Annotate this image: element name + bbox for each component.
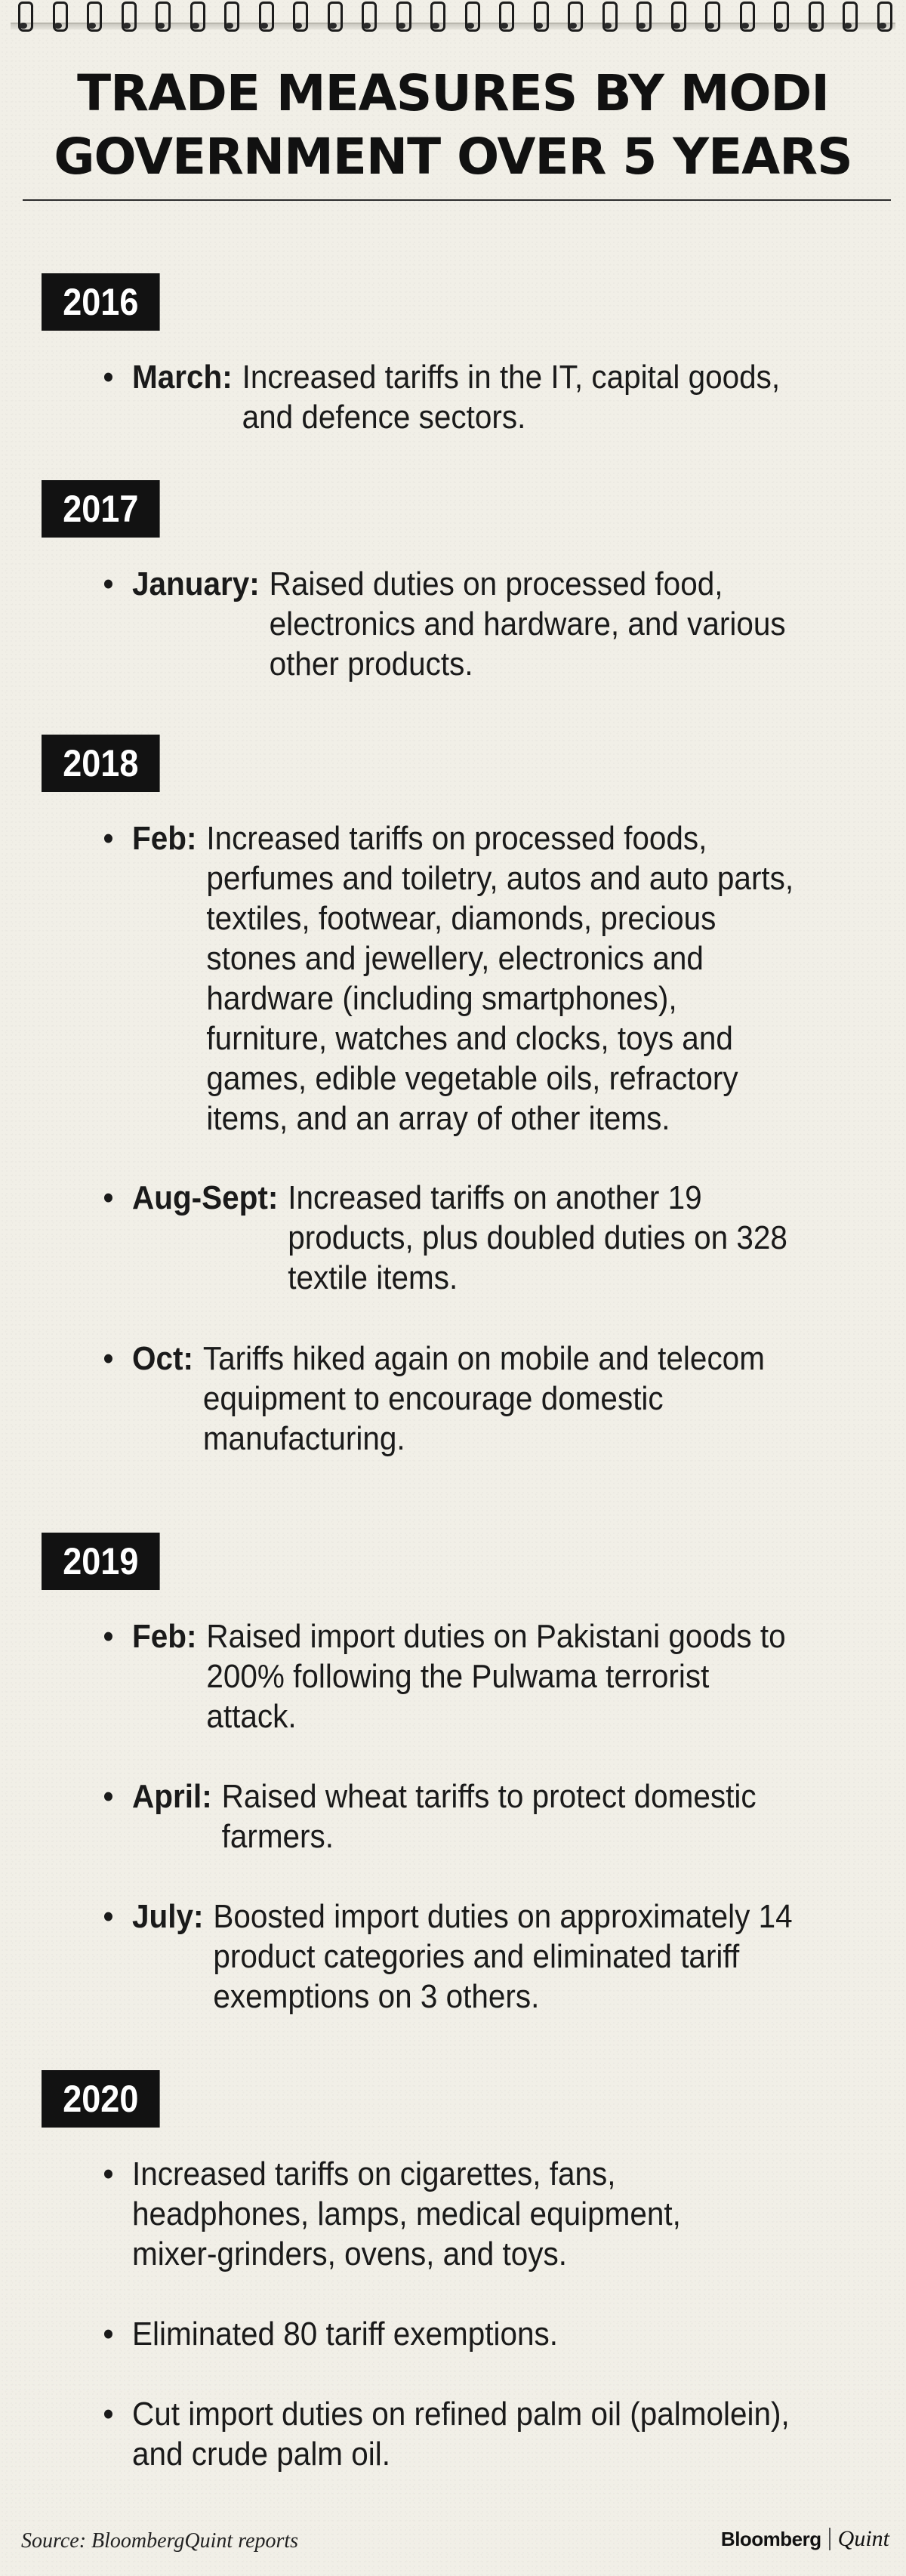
title-line-1: TRADE MEASURES BY MODI xyxy=(77,64,829,122)
binding-ring-icon xyxy=(256,0,273,33)
timeline-item xyxy=(103,1616,827,1736)
brand-logo xyxy=(721,2526,889,2552)
binding-ring-icon xyxy=(393,0,410,33)
item-text: Raised duties on processed food, electronics and hardware, and various other products. xyxy=(269,565,786,683)
bullet-icon: • xyxy=(103,1179,114,1216)
bullet-icon: • xyxy=(103,1898,114,1935)
item-text: Increased tariffs in the IT, capital goods, and defence sectors. xyxy=(242,359,781,436)
brand-bloomberg: Bloomberg xyxy=(720,2527,821,2550)
bullet-icon: • xyxy=(103,1340,114,1377)
bullet-icon: • xyxy=(103,565,114,602)
item-text: Eliminated 80 tariff exemptions. xyxy=(132,2316,559,2353)
bullet-icon: • xyxy=(103,820,114,857)
bullet-icon: • xyxy=(103,359,114,396)
binding-ring-icon xyxy=(496,0,513,33)
binding-ring-icon xyxy=(565,0,581,33)
item-text: Raised import duties on Pakistani goods to 200% following the Pulwama terrorist attack. xyxy=(206,1618,786,1735)
title-line-2: GOVERNMENT OVER 5 YEARS xyxy=(54,128,852,186)
binding-ring-icon xyxy=(668,0,685,33)
binding-ring-icon xyxy=(633,0,650,33)
spiral-binding xyxy=(0,0,906,35)
item-label: Aug-Sept: xyxy=(132,1179,279,1216)
item-text: Increased tariffs on cigarettes, fans, headphones, lamps, medical equipment, mixer-grinders, ovens, and toys. xyxy=(132,2155,681,2272)
bullet-icon: • xyxy=(103,2396,114,2433)
item-text: Cut import duties on refined palm oil (palmolein), and crude palm oil. xyxy=(132,2396,790,2473)
binding-ring-icon xyxy=(290,0,307,33)
item-text: Increased tariffs on processed foods, perfumes and toiletry, autos and auto parts, textiles, footwear, diamonds, precious stones and jewellery, electronics and hardware (including smartphones), furniture, watches and clocks, toys and games, edible vegetable oils, refractory items, and an array of other items. xyxy=(206,820,794,1137)
year-badge-2018: 2018 xyxy=(42,735,160,792)
bullet-icon: • xyxy=(103,2316,114,2353)
year-badge-2017: 2017 xyxy=(42,480,160,538)
binding-ring-icon xyxy=(119,0,135,33)
binding-ring-icon xyxy=(221,0,238,33)
brand-quint: Quint xyxy=(837,2526,889,2551)
binding-ring-icon xyxy=(599,0,616,33)
binding-ring-icon xyxy=(531,0,547,33)
timeline-item xyxy=(103,818,827,1139)
year-badge-2016: 2016 xyxy=(42,273,160,331)
binding-ring-icon xyxy=(806,0,822,33)
item-label: January: xyxy=(132,565,260,602)
binding-ring-icon xyxy=(359,0,375,33)
item-label: April: xyxy=(132,1778,212,1815)
binding-ring-icon xyxy=(427,0,444,33)
page-title xyxy=(23,62,883,189)
binding-ring-icon xyxy=(771,0,787,33)
bullet-icon: • xyxy=(103,1778,114,1815)
bullet-icon: • xyxy=(103,1618,114,1655)
item-text: Boosted import duties on approximately 14 product categories and eliminated tariff exemptions on 3 others. xyxy=(213,1898,793,2015)
binding-ring-icon xyxy=(187,0,204,33)
timeline-item xyxy=(103,1776,827,1857)
timeline-item xyxy=(103,1178,827,1298)
binding-ring-icon xyxy=(325,0,341,33)
timeline-item xyxy=(103,357,827,437)
timeline-item xyxy=(103,2154,827,2274)
item-text: Raised wheat tariffs to protect domestic farmers. xyxy=(221,1778,757,1855)
timeline-item xyxy=(103,2314,827,2354)
year-badge-2019: 2019 xyxy=(42,1533,160,1590)
title-divider xyxy=(23,199,891,201)
binding-ring-icon xyxy=(462,0,479,33)
year-badge-2020: 2020 xyxy=(42,2070,160,2128)
binding-ring-icon xyxy=(702,0,719,33)
brand-divider xyxy=(829,2528,830,2550)
item-label: March: xyxy=(132,359,233,396)
binding-ring-icon xyxy=(15,0,32,33)
item-label: Feb: xyxy=(132,820,197,857)
item-label: Oct: xyxy=(132,1340,193,1377)
item-label: Feb: xyxy=(132,1618,197,1655)
item-text: Increased tariffs on another 19 products, plus doubled duties on 328 textile items. xyxy=(288,1179,787,1296)
binding-ring-icon xyxy=(840,0,856,33)
timeline-item xyxy=(103,2394,827,2474)
binding-ring-icon xyxy=(153,0,169,33)
item-label: July: xyxy=(132,1898,204,1935)
binding-ring-icon xyxy=(84,0,100,33)
timeline-item xyxy=(103,1897,827,2017)
timeline-item xyxy=(103,564,827,684)
binding-rings xyxy=(15,0,891,35)
timeline-item xyxy=(103,1339,827,1459)
binding-ring-icon xyxy=(874,0,891,33)
binding-ring-icon xyxy=(50,0,66,33)
binding-ring-icon xyxy=(737,0,753,33)
source-note: Source: BloombergQuint reports xyxy=(21,2529,299,2553)
bullet-icon: • xyxy=(103,2155,114,2192)
item-text: Tariffs hiked again on mobile and telecom equipment to encourage domestic manufacturing. xyxy=(202,1340,765,1457)
